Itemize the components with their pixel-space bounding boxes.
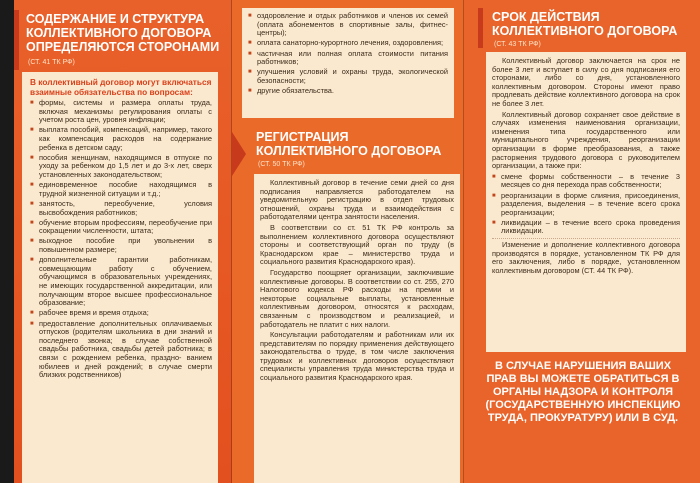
panel3-banner: В СЛУЧАЕ НАРУШЕНИЯ ВАШИХ ПРАВ ВЫ МОЖЕТЕ ОБРАТИТЬСЯ В ОРГАНЫ НАДЗОРА И КОНТРОЛЯ (ГОСУДАРСТВЕННУЮ ИНСПЕКЦИЮ ТРУДА, ПРОКУРАТУРУ) ИЛИ В СУД. [485,360,681,424]
paragraph: В соответствии со ст. 51 ТК РФ контроль за выполнением коллективного договора осуществляют стороны и соответствующий орган по труду (в Краснодарском крае – министерство труда и социального развития Краснодарского края). [260,222,454,267]
panel3-title: СРОК ДЕЙСТВИЯ КОЛЛЕКТИВНОГО ДОГОВОРА [492,10,678,38]
paragraph: Коллективный договор в течение семи дней со дня подписания направляется работодателем на уведомительную регистрацию в отдел трудовых отношений, охраны труда и взаимодействия с работодателями центра занятости населения. [260,178,454,222]
list-item: ■ смене формы собственности – в течение 3 месяцев со дня перехода прав собственности; [492,173,680,190]
list-item: ■ улучшения условий и охраны труда, экологической безопасности; [248,68,448,85]
panel-content-structure [14,0,232,483]
panel3-box [486,52,686,352]
list-item: ■ выходное пособие при увольнении в повышенном размере; [30,237,212,254]
panel3-p3: Изменение и дополнение коллективного договора производятся в порядке, установленном ТК РФ для его заключения, либо в порядке, установленном коллективным договором (СТ. 44 ТК РФ). [492,240,680,275]
panel-duration [464,0,700,483]
panel3-p1: Коллективный договор заключается на срок не более 3 лет и вступает в силу со дня подписания его сторонами, либо со дня, установленного коллективным договором. Стороны имеют право продлевать действие коллективного договора на срок не более 3 лет. [492,56,680,108]
accent-bar [14,10,19,70]
list-item: ■ частичная или полная оплата стоимости питания работников; [248,50,448,67]
panel3-ref: (СТ. 43 ТК РФ) [494,41,541,48]
list-item: ■ формы, системы и размера оплаты труда, включая механизмы регулирования оплаты с учетом роста цен, уровня инфляции; [30,99,212,125]
list-item: ■ единовременное пособие находящимся в трудной жизненной ситуации и т.д.; [30,181,212,198]
panel3-p2: Коллективный договор сохраняет свое действие в случаях изменения наименования организации, изменения типа государственного или муниципального учреждения, реорганизации организации в форме преобразования, а также расторжения трудового договора с руководителем организации, а также при: [492,109,680,171]
list-item: ■ оплата санаторно-курортного лечения, оздоровления; [248,39,448,48]
panel1-list [30,99,212,380]
list-item: ■ выплата пособий, компенсаций, например, такого как компенсация расходов на содержание ребенка в детском саду; [30,126,212,152]
divider [492,238,680,239]
panel2-paragraphs [260,179,454,383]
panel3-list [492,173,680,236]
list-item: ■ оздоровление и отдых работников и членов их семей (оплата абонементов в спортивные залы, фитнес-центры); [248,12,448,38]
arrow-icon [232,132,246,176]
panel2-top-box [242,8,454,118]
list-item: ■ реорганизации в форме слияния, присоединения, разделения, выделения – в течение всего срока реорганизации; [492,192,680,218]
panel1-ref: (СТ. 41 ТК РФ) [28,59,75,66]
list-item: ■ занятость, переобучение, условия высвобождения работников; [30,200,212,217]
list-item: ■ ликвидации – в течение всего срока проведения ликвидации. [492,219,680,236]
panel2-box [254,174,460,483]
list-item: ■ пособия женщинам, находящимся в отпуске по уходу за ребенком до 1,5 лет и до 3-х лет, сверх установленных законодательством; [30,154,212,180]
panel2-ref: (СТ. 50 ТК РФ) [258,161,305,168]
list-item: ■ дополнительные гарантии работникам, совмещающим работу с обучением, обучающимся в образовательных учреждениях, не имеющих государственной аккредитации, или получающим второе высшее профессиональное образование; [30,256,212,308]
panel2-top-list [248,12,448,96]
list-item: ■ рабочее время и время отдыха; [30,309,212,318]
list-item: ■ обучение вторым профессиям, переобучение при сокращении численности, штата; [30,219,212,236]
panel-registration [232,0,464,483]
paragraph: Консультации работодателям и работникам или их представителям по порядку применения действующего законодательства о труде, в том числе заключения трудовых и коллективных договоров осуществляют специалисты управления труда министерства труда и социального развития Краснодарского края. [260,330,454,383]
panel1-lead: В коллективный договор могут включаться взаимные обязательства по вопросам: [30,77,212,97]
panel1-title: СОДЕРЖАНИЕ И СТРУКТУРА КОЛЛЕКТИВНОГО ДОГОВОРА ОПРЕДЕЛЯЮТСЯ СТОРОНАМИ [26,12,220,54]
panel1-box [22,72,218,483]
list-item: ■ другие обязательства. [248,87,448,96]
accent-bar [478,8,483,48]
panel2-title: РЕГИСТРАЦИЯ КОЛЛЕКТИВНОГО ДОГОВОРА [256,130,442,158]
paragraph: Государство поощряет организации, заключившие коллективные договоры. В соответствии со ст. 255, 270 Налогового кодекса РФ расходы на премии и некоторые социальные выплаты, установленные коллективным договором, относятся к расходам, связанным с производством и реализацией, и работодатель не платит с них налоги. [260,267,454,329]
list-item: ■ предоставление дополнительных оплачиваемых отпусков (родителям школьника в дни знаний и последнего звонка; в случае собственной свадьбы работника, свадьбы детей работника; в связи с рождением ребенка, праздно- ванием юбилеев и дней рождений; в случае смерти близких родственников) [30,320,212,380]
